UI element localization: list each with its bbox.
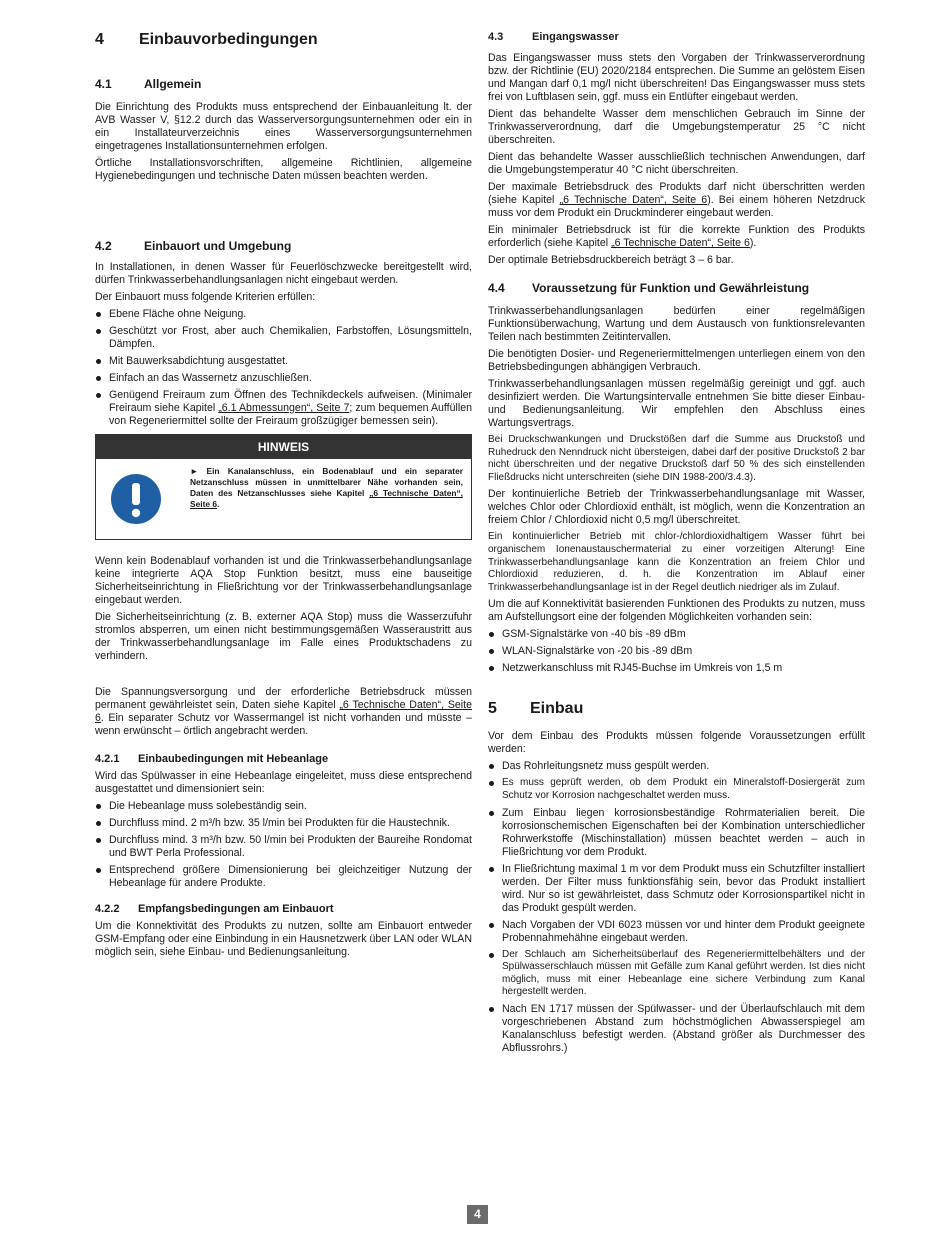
list-item: Nach EN 1717 müssen der Spülwasser- und der Überlaufschlauch mit dem vorgeschriebenen Abstand zum höchstmöglichen Abwasserspiegel am Kanalanschluss befestigt werden. (Abstand größer als Durchmesser des Abflussrohrs.) [488,1003,865,1055]
list-item: Nach Vorgaben der VDI 6023 müssen vor und hinter dem Produkt geeignete Probennahmehähne eingebaut werden. [488,919,865,945]
section-4-heading: 4 Einbauvorbedingungen [95,31,318,48]
hinweis-text: ► Ein Kanalanschluss, ein Bodenablauf und ein separater Netzanschluss müssen in unmittelbarer Nähe vorhanden sein, Daten des Netzanschlusses siehe Kapitel „6 Technische Daten“, Seite 6. [190,466,463,509]
list-item: Netzwerkanschluss mit RJ45-Buchse im Umkreis von 1,5 m [488,662,865,675]
paragraph: Der maximale Betriebsdruck des Produkts darf nicht überschritten werden (siehe Kapitel „6 Technische Daten“, Seite 6). Bei einem höheren Netzdruck muss vor dem Produkt ein Druckminderer eingebaut werden. [488,181,865,219]
section-4-1-heading: 4.1 Allgemein [95,77,202,91]
chapter-link[interactable]: „6 Technische Daten“, Seite 6 [611,237,750,249]
paragraph: Ein minimaler Betriebsdruck ist für die korrekte Funktion des Produkts erforderlich (siehe Kapitel „6 Technische Daten“, Seite 6). [488,224,865,249]
list-item: Mit Bauwerksabdichtung ausgestattet. [95,355,472,368]
paragraph: Dient das behandelte Wasser dem menschlichen Gebrauch im Sinne der Trinkwasserverordnung, darf die Umgebungstemperatur 25 °C nicht überschreiten. [488,108,865,146]
paragraph: Der kontinuierliche Betrieb der Trinkwasserbehandlungsanlage mit Wasser, welches Chlor oder Chlordioxid enthält, ist möglich, wenn die Konzentration an freiem Chlor / Chlordioxid nicht 0,5 mg/l überschreitet. [488,488,865,527]
list-item: Der Schlauch am Sicherheitsüberlauf des Regeneriermittelbehälters und der Spülwasserschlauch müssen mit Gefälle zum Kanal geführt werden. Ist dies nicht möglich, muss mit einer Hebeanlage eine sichere Verbindung zum Kanal hergestellt werden. [488,949,865,999]
connectivity-list [488,628,865,675]
paragraph: Örtliche Installationsvorschriften, allgemeine Richtlinien, allgemeine Hygienebedingungen und technische Daten müssen beachten werden. [95,157,472,182]
section-4-2-heading: 4.2 Einbauort und Umgebung [95,239,292,253]
list-item: GSM-Signalstärke von -40 bis -89 dBm [488,628,865,641]
list-item: Entsprechend größere Dimensionierung bei gleichzeitiger Nutzung der Hebeanlage für andere Produkte. [95,864,472,890]
paragraph: Trinkwasserbehandlungsanlagen bedürfen einer regelmäßigen Funktionsüberwachung, Wartung und dem Austausch von funktionsrelevanten Teilen nach bestimmten Zeitintervallen. [488,305,865,343]
section-4-3-heading: 4.3 Eingangswasser [488,31,619,43]
hinweis-notice-box [95,434,472,540]
paragraph: Ein kontinuierlicher Betrieb mit chlor-/chlordioxidhaltigem Wasser führt bei organischem Ionenaustauschermaterial zu einer vorzeitigen Alterung! Eine Trinkwasserbehandlungsanlage kann die Konzentration an freiem Chlor und Chlordioxid reduzieren, d. h. die Konzentration im Ablauf einer Trinkwasserbehandlungsanlage ist in der Regel deutlich niedriger als im Zulauf. [488,531,865,593]
paragraph: Dient das behandelte Wasser ausschließlich technischen Anwendungen, darf die Umgebungstemperatur 40 °C nicht überschreiten. [488,151,865,176]
page-number: 4 [467,1205,488,1224]
section-5-heading: 5 Einbau [488,700,584,718]
section-4-2-1-heading: 4.2.1 Einbaubedingungen mit Hebeanlage [95,753,329,765]
section-4-4-heading: 4.4 Voraussetzung für Funktion und Gewährleistung [488,281,810,295]
chapter-link[interactable]: „6.1 Abmessungen“, Seite 7 [218,402,350,414]
list-item: Geschützt vor Frost, aber auch Chemikalien, Farbstoffen, Lösungsmitteln, Dämpfen. [95,325,472,351]
criteria-list [95,308,472,428]
paragraph: Wird das Spülwasser in eine Hebeanlage eingeleitet, muss diese entsprechend ausgestattet und dimensioniert sein: [95,770,472,795]
paragraph: Um die Konnektivität des Produkts zu nutzen, sollte am Einbauort entweder GSM-Empfang oder eine Einbindung in ein Hausnetzwerk über LAN oder WLAN möglich sein, siehe Einbau- und Bedienungsanleitung. [95,920,472,958]
paragraph: Der Einbauort muss folgende Kriterien erfüllen: [95,291,316,303]
list-item: Durchfluss mind. 2 m³/h bzw. 35 l/min bei Produkten für die Haustechnik. [95,817,472,830]
list-item: Zum Einbau liegen korrosionsbeständige Rohrmaterialien bereit. Die korrosionschemischen Eigenschaften bei der Kombination unterschiedlicher Rohrwerkstoffe (Mischinstallation) müssen beachtet werden – auch in Fließrichtung vor dem Produkt. [488,807,865,859]
list-item: Einfach an das Wassernetz anzuschließen. [95,372,472,385]
section-4-2-2-heading: 4.2.2 Empfangsbedingungen am Einbauort [95,903,334,915]
left-column [95,28,472,963]
hebeanlage-list [95,800,472,890]
paragraph: Um die auf Konnektivität basierenden Funktionen des Produkts zu nutzen, muss am Aufstellungsort eine der folgenden Möglichkeiten vorhanden sein: [488,598,865,624]
hinweis-title: HINWEIS [96,435,471,459]
paragraph: Trinkwasserbehandlungsanlagen müssen regelmäßig gereinigt und ggf. auch desinfiziert werden. Die Wartungsintervalle entnehmen Sie bitte dieser Einbau- und Bedienungsanleitung. Wir empfehlen den Abschluss eines Wartungsvertrags. [488,378,865,429]
paragraph: Das Eingangswasser muss stets den Vorgaben der Trinkwasserverordnung bzw. der Richtlinie (EU) 2020/2184 entsprechen. Die Summe an gelöstem Eisen und Mangan darf 0,1 mg/l nicht überschreiten! Das Eingangswasser muss stets frei von Luftblasen sein, ggf. muss ein Entlüfter eingebaut werden. [488,52,865,103]
list-item: Genügend Freiraum zum Öffnen des Technikdeckels aufweisen. (Minimaler Freiraum siehe Kapitel „6.1 Abmessungen“, Seite 7; zum bequemen Auffüllen von Regeneriermittel sollte der Freiraum großzügiger bemessen sein). [95,389,472,428]
paragraph: Die Sicherheitseinrichtung (z. B. externer AQA Stop) muss die Wasserzufuhr stromlos absperren, um einen nicht bestimmungsgemäßen Wasseraustritt aus der Trinkwasserbehandlungsanlage im Falle eines Produktschadens zu verhindern. [95,611,472,662]
list-item: Durchfluss mind. 3 m³/h bzw. 50 l/min bei Produkten der Baureihe Rondomat und BWT Perla Professional. [95,834,472,860]
paragraph: In Installationen, in denen Wasser für Feuerlöschzwecke bereitgestellt wird, dürfen Trinkwasserbehandlungsanlagen nicht eingebaut werden. [95,261,472,286]
list-item: Die Hebeanlage muss solebeständig sein. [95,800,472,813]
paragraph: Vor dem Einbau des Produkts müssen folgende Voraussetzungen erfüllt werden: [488,730,865,756]
paragraph: Die benötigten Dosier- und Regeneriermittelmengen unterliegen einem von den Betriebsbedingungen abhängigen Verbrauch. [488,348,865,373]
list-item: Das Rohrleitungsnetz muss gespült werden. [488,760,865,773]
paragraph: Der optimale Betriebsdruckbereich beträgt 3 – 6 bar. [488,254,734,266]
paragraph: Bei Druckschwankungen und Druckstößen darf die Summe aus Druckstoß und Ruhedruck den Nenndruck nicht übersteigen, dabei darf der positive Druckstoß 2 bar nicht überschreiten und der negative Druckstoß darf 50 % des sich einstellenden Fließdrucks nicht unterschreiten (siehe DIN 1988-200/3.4.3). [488,434,865,483]
installation-prerequisites-list [488,760,865,1055]
chapter-link[interactable]: „6 Technische Daten“, Seite 6 [559,194,708,206]
paragraph: Die Einrichtung des Produkts muss entsprechend der Einbauanleitung lt. der AVB Wasser V, §12.2 durch das Wasserversorgungsunternehmen oder ein in ein Installateurverzeichnis eines Wasserversorgungsunternehmen eingetragenes Installationsunternehmen erfolgen. [95,101,472,152]
list-item: WLAN-Signalstärke von -20 bis -89 dBm [488,645,865,658]
chapter-link[interactable]: „6 Technische Daten“, Seite 6 [190,488,463,509]
chapter-link[interactable]: „6 Technische Daten“, Seite 6 [95,699,473,724]
list-item: In Fließrichtung maximal 1 m vor dem Produkt muss ein Schutzfilter installiert werden. Der Filter muss funktionsfähig sein, bevor das Produkt installiert wird. Nur so ist gewährleistet, dass Schmutz oder Korrosionspartikel nicht in das Produkt gespült werden. [488,863,865,915]
paragraph: Die Spannungsversorgung und der erforderliche Betriebsdruck müssen permanent gewährleistet sein, Daten siehe Kapitel „6 Technische Daten“, Seite 6. Ein separater Schutz vor Wassermangel ist nicht vorhanden und müsste – wenn erwünscht – örtlich angebracht werden. [95,686,473,737]
exclamation-icon [96,459,176,539]
list-item: Es muss geprüft werden, ob dem Produkt ein Mineralstoff-Dosiergerät zum Schutz vor Korrosion nachgeschaltet werden muss. [488,777,865,802]
list-item: Ebene Fläche ohne Neigung. [95,308,472,321]
right-column [488,28,865,1059]
paragraph: Wenn kein Bodenablauf vorhanden ist und die Trinkwasserbehandlungsanlage keine integrierte AQA Stop Funktion besitzt, muss eine bauseitige Sicherheitseinrichtung in Fließrichtung vor der Trinkwasserbehandlungsanlage eingebaut werden. [95,555,472,606]
